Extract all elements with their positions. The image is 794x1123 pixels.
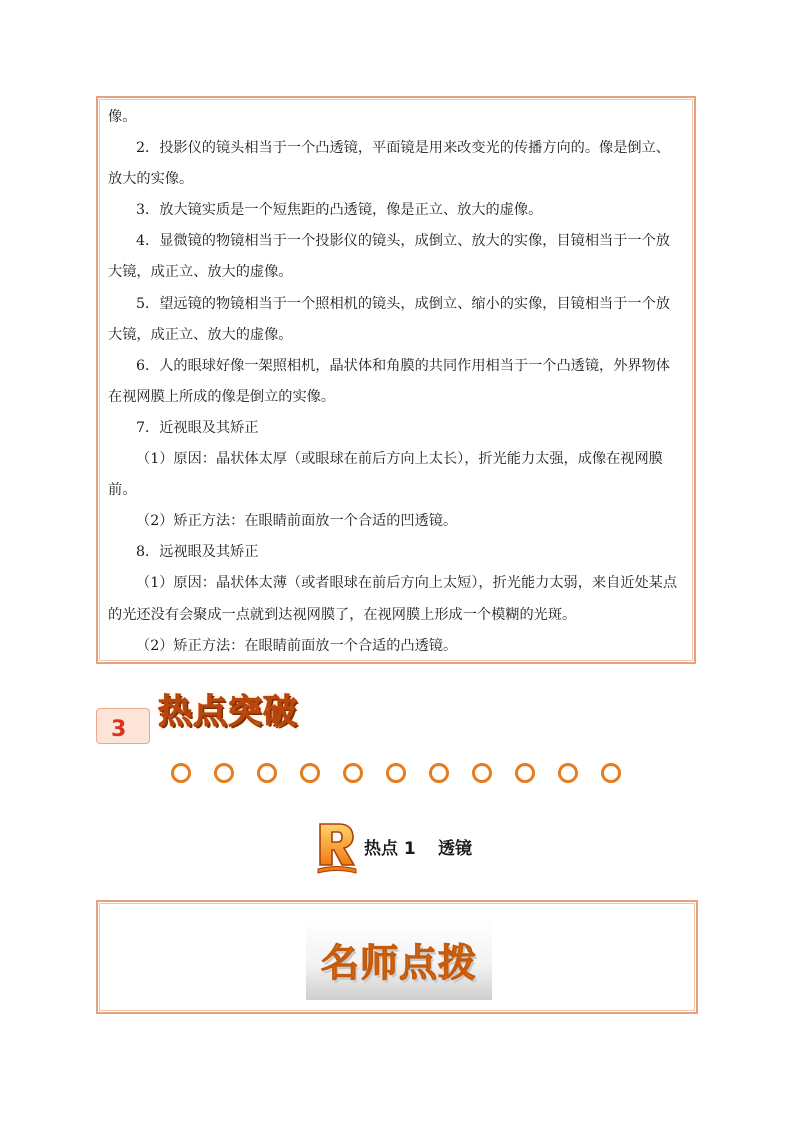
paragraph-myopia-correction: （2）矫正方法：在眼睛前面放一个合适的凹透镜。: [136, 513, 458, 530]
ring-icon: [515, 763, 535, 783]
ring-icon: [429, 763, 449, 783]
paragraph-myopia-heading: 7．近视眼及其矫正: [136, 419, 259, 436]
paragraph-myopia-cause: （1）原因：晶状体太厚（或眼球在前后方向上太长），折光能力太强，成像在视网膜前。: [108, 451, 663, 499]
ring-icon: [343, 763, 363, 783]
section-number: 3: [111, 717, 127, 742]
r-logo-icon: [316, 818, 358, 874]
ring-icon: [214, 763, 234, 783]
ring-divider: [171, 760, 631, 784]
knowledge-content: [99, 99, 693, 661]
paragraph-projector: 2．投影仪的镜头相当于一个凸透镜，平面镜是用来改变光的传播方向的。像是倒立、放大的实像。: [108, 140, 670, 188]
section-title: 热点突破: [158, 692, 298, 732]
hotspot-label: 热点 1: [364, 839, 416, 859]
paragraph-microscope: 4．显微镜的物镜相当于一个投影仪的镜头，成倒立、放大的实像，目镜相当于一个放大镜，成正立、放大的虚像。: [108, 233, 670, 281]
teacher-tip-box: [96, 900, 698, 1014]
knowledge-content-box: [96, 96, 696, 664]
section-header: [96, 684, 316, 744]
teacher-tip-inner: [99, 903, 695, 1011]
ring-icon: [171, 763, 191, 783]
ring-icon: [558, 763, 578, 783]
paragraph-magnifier: 3．放大镜实质是一个短焦距的凸透镜，像是正立、放大的虚像。: [136, 202, 543, 219]
section-number-badge: [96, 708, 150, 744]
ring-icon: [472, 763, 492, 783]
paragraph-0: 像。: [108, 109, 137, 125]
ring-icon: [386, 763, 406, 783]
paragraph-hyperopia-heading: 8．远视眼及其矫正: [136, 544, 259, 561]
ring-icon: [257, 763, 277, 783]
teacher-tip-title: 名师点拨: [320, 941, 477, 985]
paragraph-hyperopia-cause: （1）原因：晶状体太薄（或者眼球在前后方向上太短），折光能力太弱，来自近处某点的光还没有会聚成一点就到达视网膜了，在视网膜上形成一个模糊的光斑。: [108, 575, 678, 623]
hotspot-heading: [316, 818, 516, 874]
teacher-tip-banner: [306, 918, 492, 1000]
ring-icon: [300, 763, 320, 783]
ring-icon: [601, 763, 621, 783]
paragraph-telescope: 5．望远镜的物镜相当于一个照相机的镜头，成倒立、缩小的实像，目镜相当于一个放大镜，成正立、放大的虚像。: [108, 295, 670, 343]
hotspot-topic: 透镜: [438, 839, 472, 859]
paragraph-hyperopia-correction: （2）矫正方法：在眼睛前面放一个合适的凸透镜。: [136, 637, 458, 654]
paragraph-eye: 6．人的眼球好像一架照相机，晶状体和角膜的共同作用相当于一个凸透镜，外界物体在视网膜上所成的像是倒立的实像。: [108, 357, 670, 405]
